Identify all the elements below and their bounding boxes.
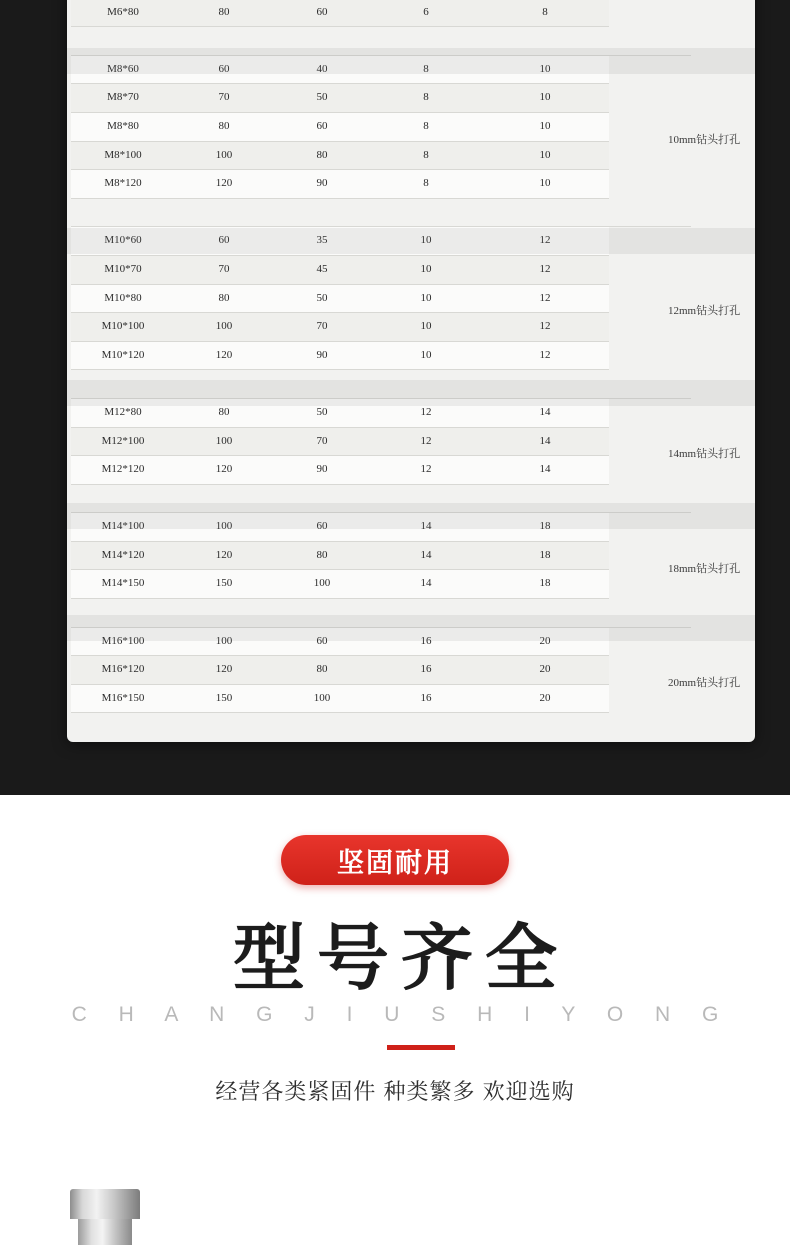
cell-model: M14*120 [71,541,175,570]
cell-value: 14 [481,427,609,456]
drill-note-label: 20mm钻头打孔 [668,677,741,690]
cell-value: 120 [175,541,273,570]
cell-model: M12*100 [71,427,175,456]
cell-model: M10*80 [71,284,175,313]
cell-value: 10 [371,313,481,342]
cell-value: 8 [371,170,481,199]
cell-value: 12 [481,227,609,256]
cell-value: 80 [273,656,371,685]
drill-note-label: 12mm钻头打孔 [668,305,741,318]
spec-table-card [67,0,755,742]
table-row [71,84,691,113]
table-row [71,627,691,656]
cell-value: 20 [481,684,609,713]
table-group-gap [71,370,691,399]
cell-model: M16*120 [71,656,175,685]
cell-value: 100 [273,684,371,713]
cell-note [609,255,691,284]
cell-value: 80 [273,541,371,570]
table-row [71,170,691,199]
cell-value: 100 [175,313,273,342]
table-row [71,456,691,485]
promo-title: 型号齐全 [232,919,569,999]
cell-value: 12 [481,341,609,370]
cell-value: 50 [273,398,371,427]
cell-value: 60 [273,0,371,27]
cell-value: 10 [481,112,609,141]
cell-note [609,284,741,318]
cell-value: 70 [273,427,371,456]
cell-model: M16*100 [71,627,175,656]
cell-value: 80 [175,112,273,141]
cell-value: 14 [371,541,481,570]
cell-note [609,627,691,656]
promo-pinyin: C H A N G J I U S H I Y O N G [71,1003,732,1026]
drill-note-label: 14mm钻头打孔 [668,448,741,461]
cell-value: 120 [175,341,273,370]
cell-value: 100 [175,513,273,542]
cell-value: 14 [371,513,481,542]
cell-value: 14 [481,398,609,427]
cell-value: 10 [481,55,609,84]
drill-note-label: 10mm钻头打孔 [668,133,741,146]
cell-value: 40 [273,55,371,84]
cell-value: 12 [481,255,609,284]
cell-value: 20 [481,627,609,656]
cell-model: M10*120 [71,341,175,370]
table-group-gap [71,27,691,56]
cell-value: 6 [371,0,481,27]
table-row [71,227,691,256]
cell-model: M16*150 [71,684,175,713]
table-row [71,255,691,284]
cell-value: 10 [371,341,481,370]
cell-value: 45 [273,255,371,284]
table-row [71,313,691,342]
cell-value: 80 [175,398,273,427]
cell-value: 35 [273,227,371,256]
cell-note [609,84,691,113]
table-row [71,684,691,713]
cell-value: 100 [175,627,273,656]
cell-note [609,170,691,199]
table-row [71,541,691,570]
promo-subtitle: 经营各类紧固件 种类繁多 欢迎选购 [215,1079,575,1104]
cell-value: 8 [371,112,481,141]
promo-badge [281,835,509,885]
cell-value: 16 [371,627,481,656]
cell-value: 8 [481,0,609,27]
cell-model: M14*150 [71,570,175,599]
cell-model: M8*100 [71,141,175,170]
cell-value: 8 [371,84,481,113]
cell-value: 14 [481,456,609,485]
bolt-shaft [78,1219,132,1245]
cell-value: 60 [175,55,273,84]
cell-value: 150 [175,684,273,713]
table-row [71,0,691,27]
cell-value: 20 [481,656,609,685]
table-row [71,284,691,313]
spec-table-container [67,0,755,713]
cell-model: M8*120 [71,170,175,199]
cell-value: 90 [273,341,371,370]
cell-value: 10 [371,255,481,284]
bolt-image [70,1189,140,1245]
cell-value: 50 [273,84,371,113]
cell-value: 12 [371,427,481,456]
spec-table [71,0,741,713]
cell-value: 100 [175,141,273,170]
cell-value: 70 [175,84,273,113]
cell-note [609,55,691,84]
cell-value: 10 [481,141,609,170]
cell-note [609,227,691,256]
cell-value: 16 [371,656,481,685]
cell-value: 70 [175,255,273,284]
cell-note [609,541,741,575]
cell-value: 50 [273,284,371,313]
table-row [71,570,691,599]
cell-value: 8 [371,55,481,84]
product-image-strip [0,1185,790,1245]
cell-value: 70 [273,313,371,342]
table-row [71,112,691,141]
cell-value: 80 [273,141,371,170]
cell-value: 14 [371,570,481,599]
table-row [71,55,691,84]
table-group-gap [71,198,691,227]
cell-note [609,656,741,690]
cell-value: 60 [273,112,371,141]
cell-value: 120 [175,170,273,199]
table-row [71,656,691,685]
table-row [71,427,691,456]
cell-value: 60 [273,513,371,542]
table-group-gap [71,484,691,513]
cell-value: 18 [481,541,609,570]
cell-value: 12 [481,313,609,342]
cell-model: M8*80 [71,112,175,141]
cell-note [609,112,741,146]
table-row [71,141,691,170]
cell-value: 12 [481,284,609,313]
cell-value: 100 [175,427,273,456]
bolt-head [70,1189,140,1219]
cell-model: M12*80 [71,398,175,427]
cell-value: 120 [175,656,273,685]
cell-value: 18 [481,570,609,599]
cell-value: 120 [175,456,273,485]
cell-model: M14*100 [71,513,175,542]
cell-note [609,513,691,542]
cell-value: 16 [371,684,481,713]
cell-value: 12 [371,398,481,427]
cell-model: M8*60 [71,55,175,84]
cell-model: M8*70 [71,84,175,113]
cell-model: M10*70 [71,255,175,284]
cell-note [609,398,691,427]
table-group-gap [71,599,691,628]
cell-value: 12 [371,456,481,485]
cell-value: 10 [371,227,481,256]
cell-model: M6*80 [71,0,175,27]
table-row [71,341,691,370]
cell-value: 90 [273,170,371,199]
cell-value: 80 [175,0,273,27]
cell-note [609,0,691,27]
cell-value: 18 [481,513,609,542]
cell-value: 60 [175,227,273,256]
cell-value: 8 [371,141,481,170]
table-row [71,398,691,427]
promo-badge-label: 坚固耐用 [337,847,453,878]
cell-value: 80 [175,284,273,313]
cell-value: 10 [371,284,481,313]
cell-value: 60 [273,627,371,656]
promo-section [0,795,790,1185]
drill-note-label: 18mm钻头打孔 [668,562,741,575]
cell-value: 100 [273,570,371,599]
table-row [71,513,691,542]
cell-note [609,341,691,370]
cell-model: M12*120 [71,456,175,485]
cell-note [609,427,741,461]
cell-model: M10*60 [71,227,175,256]
cell-model: M10*100 [71,313,175,342]
cell-value: 10 [481,84,609,113]
cell-value: 90 [273,456,371,485]
promo-divider [387,1045,455,1050]
cell-value: 150 [175,570,273,599]
cell-value: 10 [481,170,609,199]
